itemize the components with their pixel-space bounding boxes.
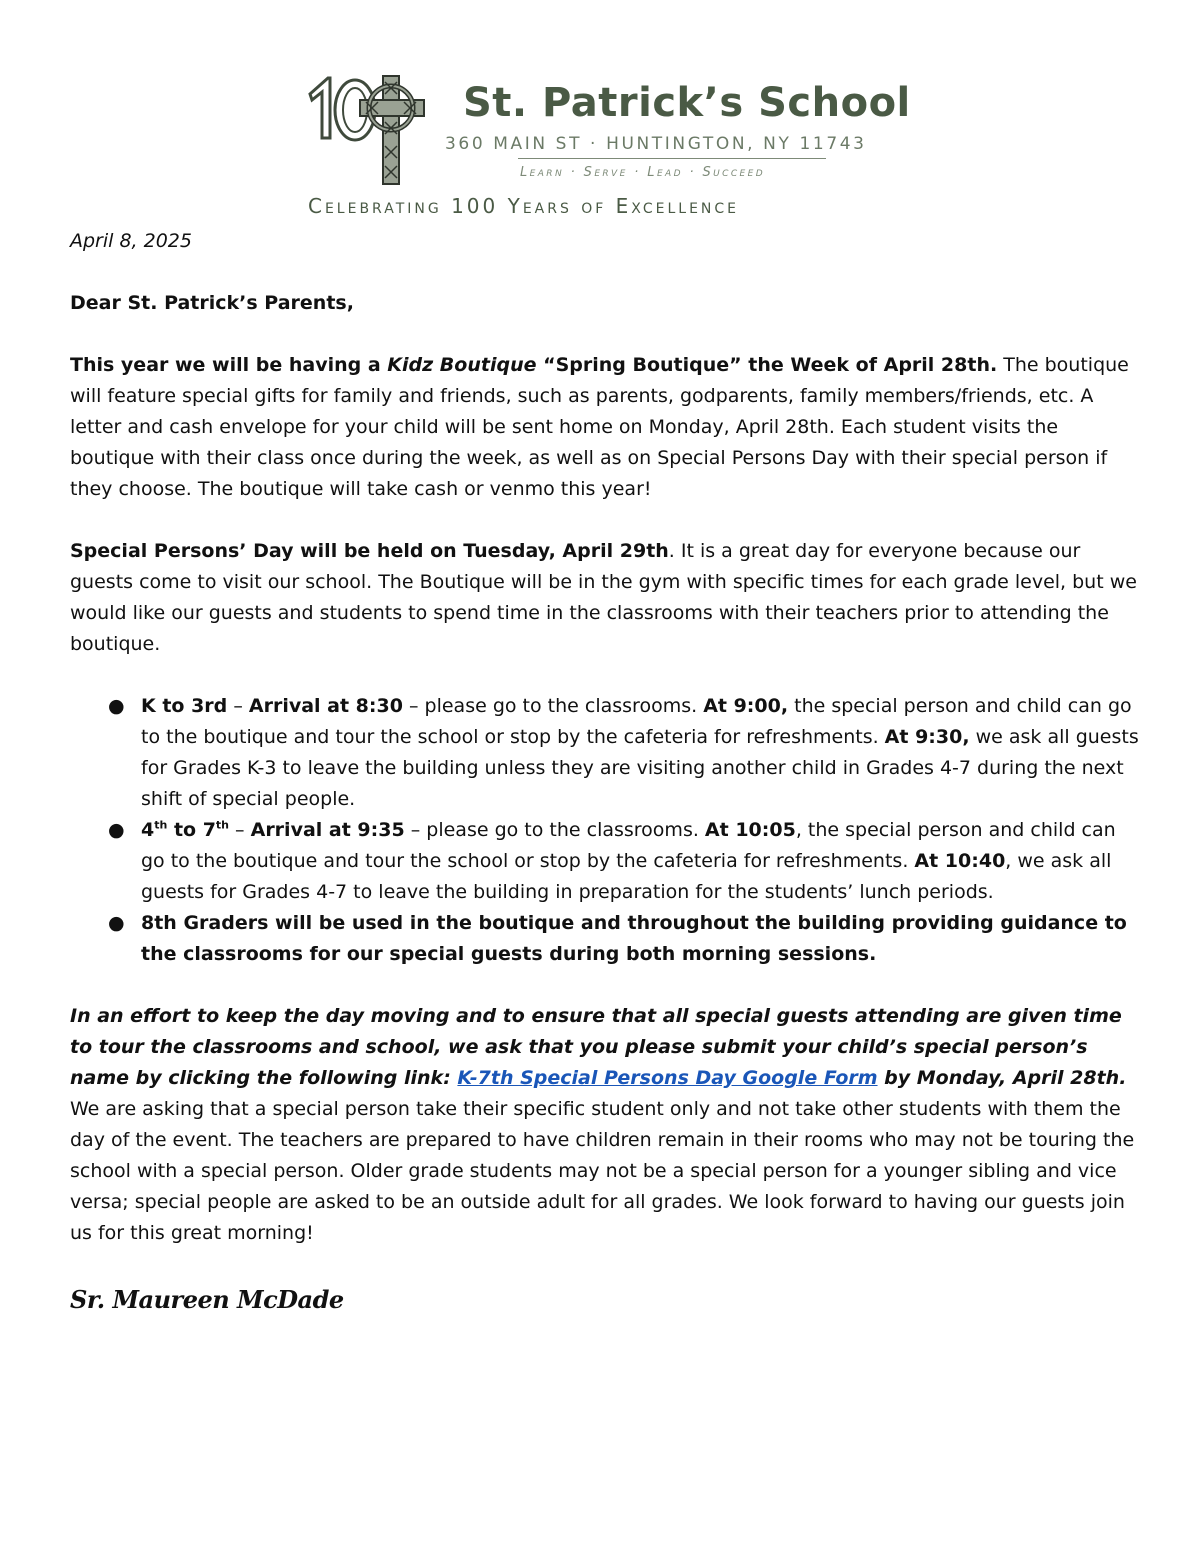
paragraph-registration: In an effort to keep the day moving and to ensure that all special guests attending are given time to tour the classrooms and school, we ask that you please submit your child’s special person’s name by clicking the following link: K-7th Special Persons Day Google Form by Monday, April 28th. We are asking that a special person take their specific student only and not take other students with them the day of the event. The teachers are prepared to have children remain in their rooms who may not be touring the school with a special person. Older grade students may not be a special person for a younger sibling and vice versa; special people are asked to be an outside adult for all grades. We look forward to having our guests join us for this great morning!: [70, 1005, 1135, 1244]
google-form-link[interactable]: K-7th Special Persons Day Google Form: [457, 1067, 878, 1089]
list-item: ● 8th Graders will be used in the boutique and throughout the building providing guidance to the classrooms for our special guests during both morning sessions.: [70, 908, 1140, 970]
letterhead: [300, 66, 911, 226]
paragraph-boutique: This year we will be having a Kidz Boutique “Spring Boutique” the Week of April 28th. The boutique will feature special gifts for family and friends, such as parents, godparents, family members/friends, etc. A letter and cash envelope for your child will be sent home on Monday, April 28th. Each student visits the boutique with their class once during the week, as well as on Special Persons Day with their special person if they choose. The boutique will take cash or venmo this year!: [70, 354, 1129, 500]
list-item: ● 4th to 7th – Arrival at 9:35 – please go to the classrooms. At 10:05, the special person and child can go to the boutique and tour the school or stop by the cafeteria for refreshments. At 10:40, we ask all guests for Grades 4-7 to leave the building in preparation for the students’ lunch periods.: [70, 815, 1140, 908]
letter-date: April 8, 2025: [70, 230, 192, 252]
school-address: 360 MAIN ST · HUNTINGTON, NY 11743: [445, 134, 867, 154]
signature: Sr. Maureen McDade: [70, 1285, 344, 1314]
school-name: St. Patrick’s School: [463, 80, 911, 126]
bullet-icon: ●: [108, 912, 125, 934]
letter-body: [70, 226, 1140, 1314]
bullet-icon: ●: [108, 819, 125, 841]
school-logo: [300, 66, 440, 196]
logo-number-text: 100: [300, 66, 302, 67]
school-motto: Learn · Serve · Lead · Succeed: [520, 165, 766, 180]
salutation: Dear St. Patrick’s Parents,: [70, 292, 354, 314]
address-divider: [518, 158, 826, 159]
list-item: ● K to 3rd – Arrival at 8:30 – please go to the classrooms. At 9:00, the special person and child can go to the boutique and tour the school or stop by the cafeteria for refreshments. At 9:30, we ask all guests for Grades K-3 to leave the building unless they are visiting another child in Grades 4-7 during the next shift of special people.: [70, 691, 1140, 815]
logo-number-1: [310, 78, 330, 138]
schedule-list: [70, 691, 1140, 970]
bullet-icon: ●: [108, 695, 125, 717]
paragraph-special-persons-day: Special Persons’ Day will be held on Tuesday, April 29th. It is a great day for everyone because our guests come to visit our school. The Boutique will be in the gym with specific times for each grade level, but we would like our guests and students to spend time in the classrooms with their teachers prior to attending the boutique.: [70, 540, 1137, 655]
centennial-tagline: Celebrating 100 Years of Excellence: [308, 194, 740, 218]
